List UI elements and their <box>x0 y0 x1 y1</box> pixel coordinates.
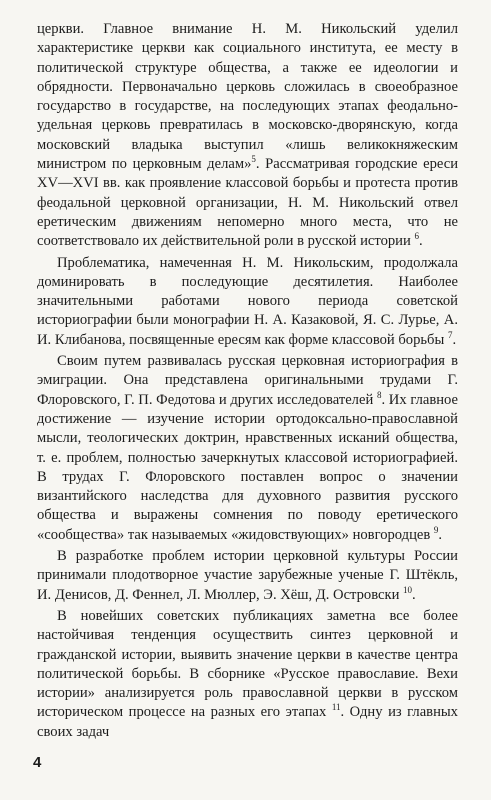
paragraph-5: В новейших советских публикациях заметна все более настойчивая тенденция осуществить синтез церковной и гражданской истории, выявить значение церкви в качестве центра политической борьбы. В сборнике «Русское православие. Вехи истории» анализируется роль православной церкви в русском историческом процессе на разных его этапах $^{11}$. Одну из главных своих задач <box>37 607 458 740</box>
paragraph-2: Проблематика, намеченная Н. М. Никольским, продолжала доминировать в последующие десятилетия. Наиболее значительными работами нового периода советской историографии были монографии Н. А. Казаковой, Я. С. Лурье, А. И. Клибанова, посвященные ересям как форме классовой борьбы $^7$. <box>37 254 458 348</box>
footnote-ref: 9 <box>433 524 439 535</box>
paragraph-4: В разработке проблем истории церковной культуры России принимали плодотворное участие зарубежные ученые Г. Штёкль, И. Денисов, Д. Феннел, Л. Мюллер, Э. Хёш, Д. Островски $^{10}$. <box>37 548 458 603</box>
footnote-ref: 7 <box>447 329 453 340</box>
page-number: 4 <box>33 754 42 771</box>
paragraph-1: церкви. Главное внимание Н. М. Никольский уделил характеристике церкви как социального института, ее месту в политической структуре общества, а также ее идеологии и обрядности. Первоначально церковь сложилась в своеобразное государство в государстве, на последующих этапах феодально-удельная церковь превратилась в московско-дворянскую, когда московский владыка выступил «лишь великокняжеским министром по церковным делам»$^5$. Рассматривая городские ереси XV—XVI вв. как проявление классовой борьбы и протеста против феодальной церковной организации, Н. М. Никольский отвел еретическим движениям непомерно много места, что не соответствовало их действительной роли в русской истории $^6$. <box>37 21 459 250</box>
footnote-ref: 5 <box>251 154 256 165</box>
paragraph-3: Своим путем развивалась русская церковная историография в эмиграции. Она представлена оригинальными трудами Г. Флоровского, Г. П. Федотова и других исследователей $^8$. Их главное достижение — изучение истории ортодоксально-православной мысли, теологических доктрин, нравственных исканий общества, т. е. проблем, полностью зачеркнутых классовой историографией. В трудах Г. Флоровского поставлен вопрос о значении византийского наследства для духовного развития русского общества и выражены сомнения по поводу еретического «сообщества» так называемых «жидовствующих» новгородцев $^9$. <box>37 353 458 543</box>
footnote-ref: 8 <box>376 389 382 400</box>
body-text <box>37 20 458 742</box>
footnote-ref: 11 <box>331 702 341 713</box>
footnote-ref: 6 <box>414 231 419 242</box>
footnote-ref: 10 <box>403 584 413 595</box>
